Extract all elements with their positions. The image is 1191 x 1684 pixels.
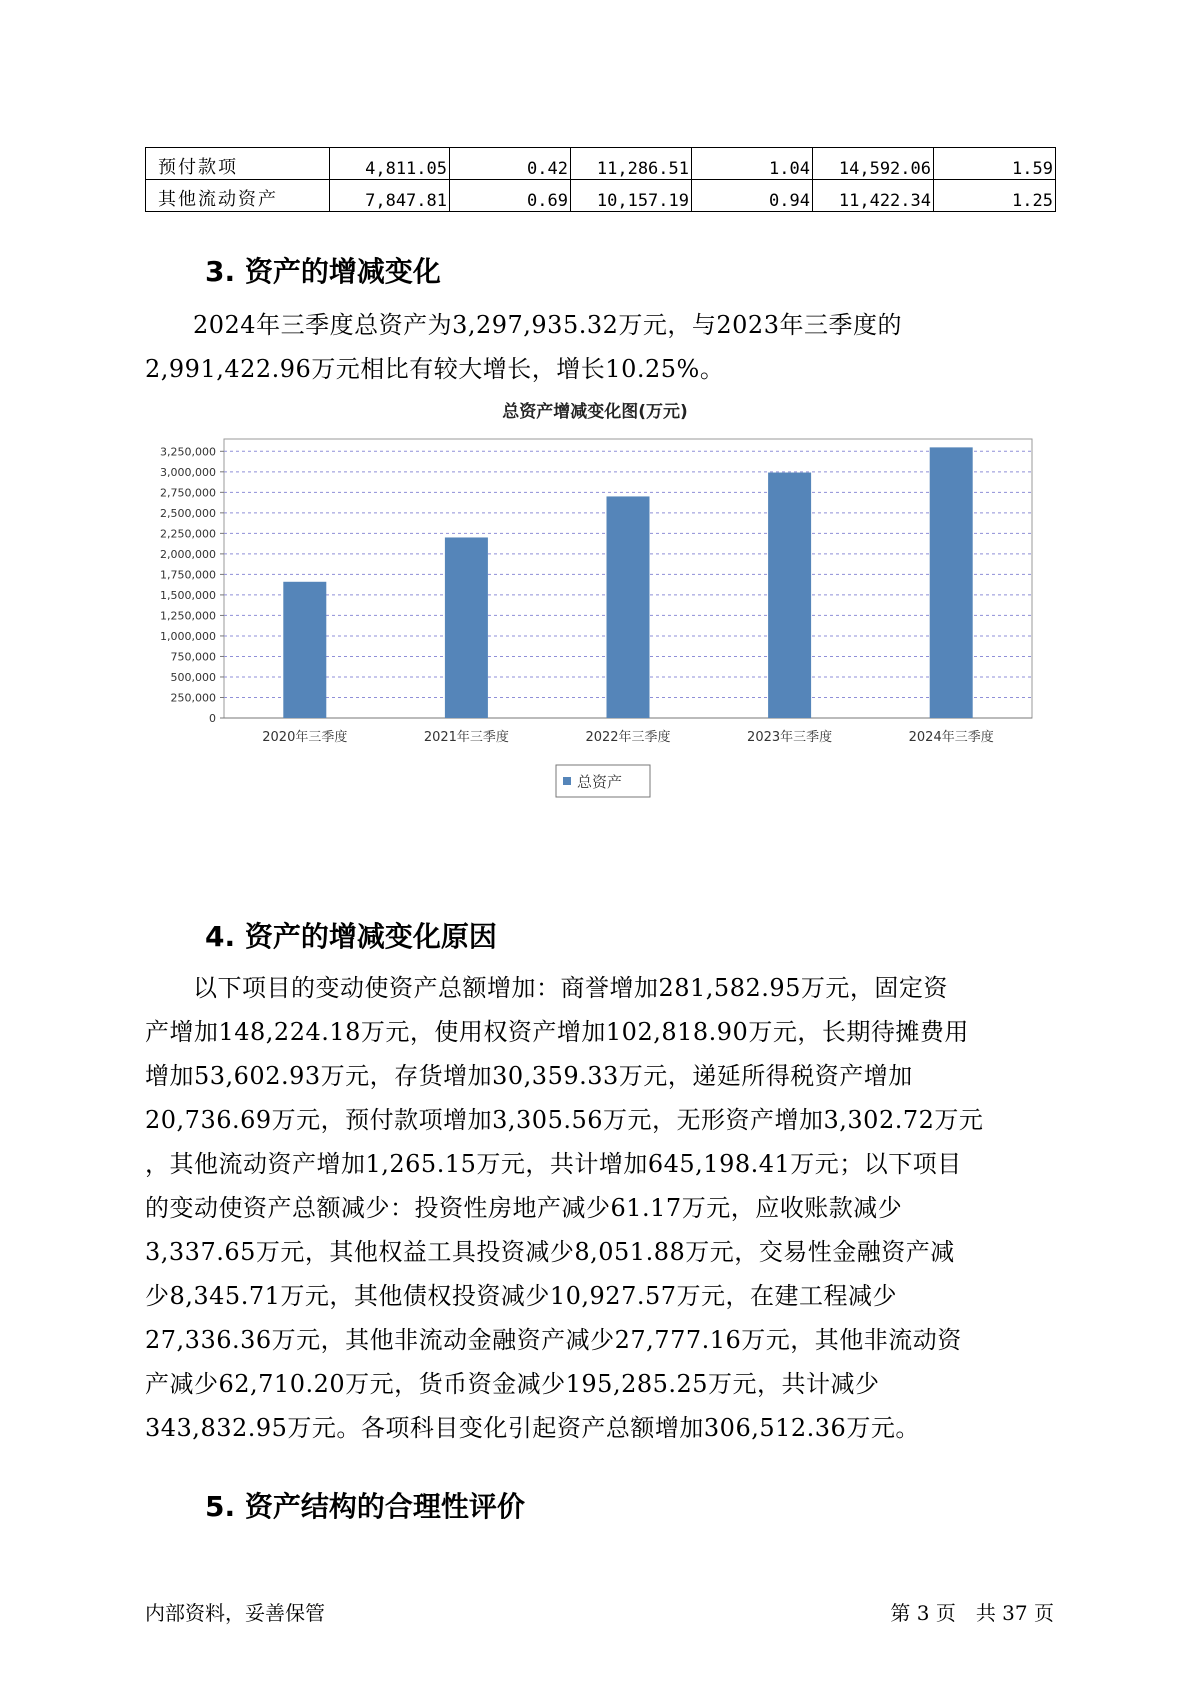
table-cell: 11,422.34 <box>813 180 934 212</box>
x-tick-label: 2022年三季度 <box>585 730 671 745</box>
row-label: 其他流动资产 <box>146 180 330 212</box>
x-tick-label: 2021年三季度 <box>423 730 509 745</box>
paragraph-line: 27,336.36万元，其他非流动金融资产减少27,777.16万元，其他非流动资 <box>145 1326 962 1354</box>
y-tick-label: 3,250,000 <box>160 445 216 459</box>
table-cell: 0.69 <box>450 180 571 212</box>
x-tick-label: 2020年三季度 <box>262 730 348 745</box>
table-cell: 1.04 <box>692 148 813 180</box>
x-tick-label: 2024年三季度 <box>908 730 994 745</box>
bar <box>930 447 973 718</box>
footer-page-number: 第 3 页 共 37 页 <box>890 1601 1054 1625</box>
y-tick-label: 2,250,000 <box>160 527 216 541</box>
y-tick-label: 2,500,000 <box>160 506 216 520</box>
y-tick-label: 250,000 <box>170 691 216 705</box>
y-tick-label: 500,000 <box>170 670 216 684</box>
table-cell: 1.59 <box>934 148 1056 180</box>
table-cell: 0.42 <box>450 148 571 180</box>
paragraph-line: 2,991,422.96万元相比有较大增长，增长10.25%。 <box>145 355 725 383</box>
paragraph-line: 增加53,602.93万元，存货增加30,359.33万元，递延所得税资产增加 <box>145 1062 913 1090</box>
y-tick-label: 750,000 <box>170 650 216 664</box>
section-3-heading: 3. 资产的增减变化 <box>205 255 441 288</box>
paragraph-line: 少8,345.71万元，其他债权投资减少10,927.57万元，在建工程减少 <box>145 1282 898 1310</box>
section-4-paragraph <box>145 966 983 1450</box>
table-cell: 10,157.19 <box>571 180 692 212</box>
section-3-paragraph <box>145 303 902 391</box>
legend-swatch <box>563 777 571 785</box>
bar <box>445 537 488 718</box>
y-tick-label: 1,750,000 <box>160 568 216 582</box>
bar <box>768 473 811 718</box>
table-cell: 11,286.51 <box>571 148 692 180</box>
table-cell: 7,847.81 <box>330 180 450 212</box>
table-row <box>146 148 1056 180</box>
table-cell: 14,592.06 <box>813 148 934 180</box>
y-tick-label: 1,500,000 <box>160 588 216 602</box>
y-tick-label: 2,000,000 <box>160 547 216 561</box>
paragraph-line: 产减少62,710.20万元，货币资金减少195,285.25万元，共计减少 <box>145 1370 880 1398</box>
table-cell: 1.25 <box>934 180 1056 212</box>
y-tick-label: 1,000,000 <box>160 629 216 643</box>
y-tick-label: 3,000,000 <box>160 465 216 479</box>
y-tick-label: 2,750,000 <box>160 486 216 500</box>
paragraph-line: 343,832.95万元。各项科目变化引起资产总额增加306,512.36万元。 <box>145 1414 920 1442</box>
paragraph-line: 2024年三季度总资产为3,297,935.32万元，与2023年三季度的 <box>193 311 902 339</box>
y-tick-label: 1,250,000 <box>160 609 216 623</box>
legend-label: 总资产 <box>577 773 623 791</box>
bar <box>607 496 650 718</box>
y-tick-label: 0 <box>209 712 216 725</box>
paragraph-line: 3,337.65万元，其他权益工具投资减少8,051.88万元，交易性金融资产减 <box>145 1238 955 1266</box>
paragraph-line: ，其他流动资产增加1,265.15万元，共计增加645,198.41万元；以下项目 <box>145 1150 962 1178</box>
asset-table <box>145 147 1056 212</box>
footer-left: 内部资料，妥善保管 <box>145 1601 325 1625</box>
table-cell: 0.94 <box>692 180 813 212</box>
paragraph-line: 的变动使资产总额减少：投资性房地产减少61.17万元，应收账款减少 <box>145 1194 903 1222</box>
bar <box>283 582 326 718</box>
chart-title: 总资产增减变化图(万元) <box>502 402 688 422</box>
paragraph-line: 产增加148,224.18万元，使用权资产增加102,818.90万元，长期待摊费用 <box>145 1018 969 1046</box>
section-5-heading: 5. 资产结构的合理性评价 <box>205 1490 525 1523</box>
chart-canvas <box>140 402 1050 885</box>
row-label: 预付款项 <box>146 148 330 180</box>
paragraph-line: 以下项目的变动使资产总额增加：商誉增加281,582.95万元，固定资 <box>193 974 948 1002</box>
total-assets-chart <box>140 402 1050 885</box>
section-4-heading: 4. 资产的增减变化原因 <box>205 920 497 953</box>
table-cell: 4,811.05 <box>330 148 450 180</box>
table-row <box>146 180 1056 212</box>
paragraph-line: 20,736.69万元，预付款项增加3,305.56万元，无形资产增加3,302.72万元 <box>145 1106 984 1134</box>
x-tick-label: 2023年三季度 <box>747 730 833 745</box>
